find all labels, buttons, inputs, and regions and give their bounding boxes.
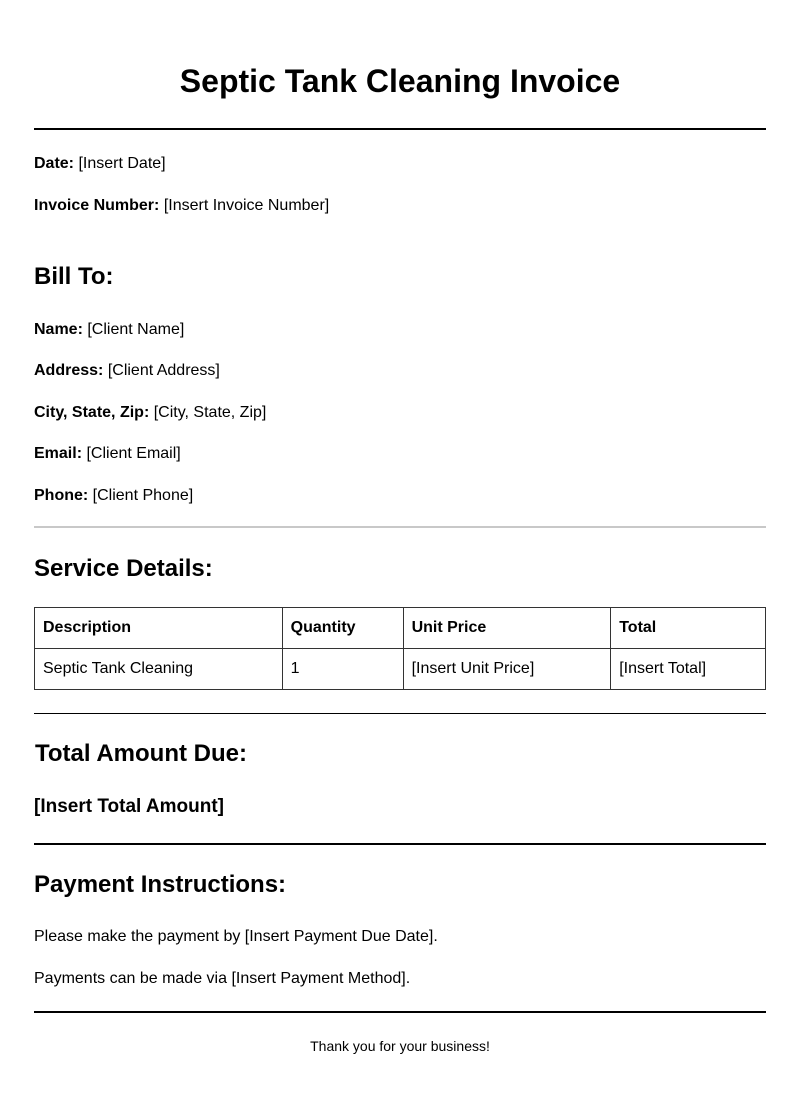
client-name-value: [Client Name] [87,321,185,338]
cell-unit-price: [Insert Unit Price] [403,649,611,690]
client-city-label: City, State, Zip: [34,404,150,421]
service-divider [34,713,766,714]
date-label: Date: [34,155,75,172]
date-line [34,154,166,174]
title-divider [34,128,766,130]
total-divider [34,843,766,845]
column-header-description: Description [35,608,283,649]
total-amount-value: [Insert Total Amount] [34,796,224,817]
client-city-line [34,403,266,423]
client-address-line [34,361,220,381]
table-row [35,649,766,690]
table-header-row [35,608,766,649]
client-email-label: Email: [34,445,83,462]
column-header-total: Total [611,608,766,649]
column-header-quantity: Quantity [282,608,403,649]
bill-to-heading: Bill To: [34,263,114,290]
invoice-number-line [34,196,329,216]
total-due-heading: Total Amount Due: [35,740,247,767]
footer-divider [34,1011,766,1013]
client-phone-value: [Client Phone] [92,487,194,504]
invoice-number-label: Invoice Number: [34,197,160,214]
client-name-label: Name: [34,321,83,338]
payment-method-line: Payments can be made via [Insert Payment Method]. [34,970,411,987]
cell-quantity: 1 [282,649,403,690]
footer-thanks: Thank you for your business! [310,1038,490,1054]
payment-due-line: Please make the payment by [Insert Payment Due Date]. [34,928,438,945]
column-header-unit-price: Unit Price [403,608,611,649]
client-address-label: Address: [34,362,104,379]
bill-to-divider [34,526,766,528]
service-details-heading: Service Details: [34,555,213,582]
client-address-value: [Client Address] [107,362,220,379]
client-city-value: [City, State, Zip] [153,404,267,421]
payment-instructions-heading: Payment Instructions: [34,871,287,898]
client-phone-label: Phone: [34,487,89,504]
client-name-line [34,320,184,340]
client-email-line [34,444,181,464]
client-email-value: [Client Email] [86,445,181,462]
page-title: Septic Tank Cleaning Invoice [179,63,621,99]
date-value: [Insert Date] [78,155,166,172]
service-details-table [34,607,766,690]
invoice-number-value: [Insert Invoice Number] [163,197,330,214]
cell-total: [Insert Total] [611,649,766,690]
client-phone-line [34,486,193,506]
cell-description: Septic Tank Cleaning [35,649,283,690]
